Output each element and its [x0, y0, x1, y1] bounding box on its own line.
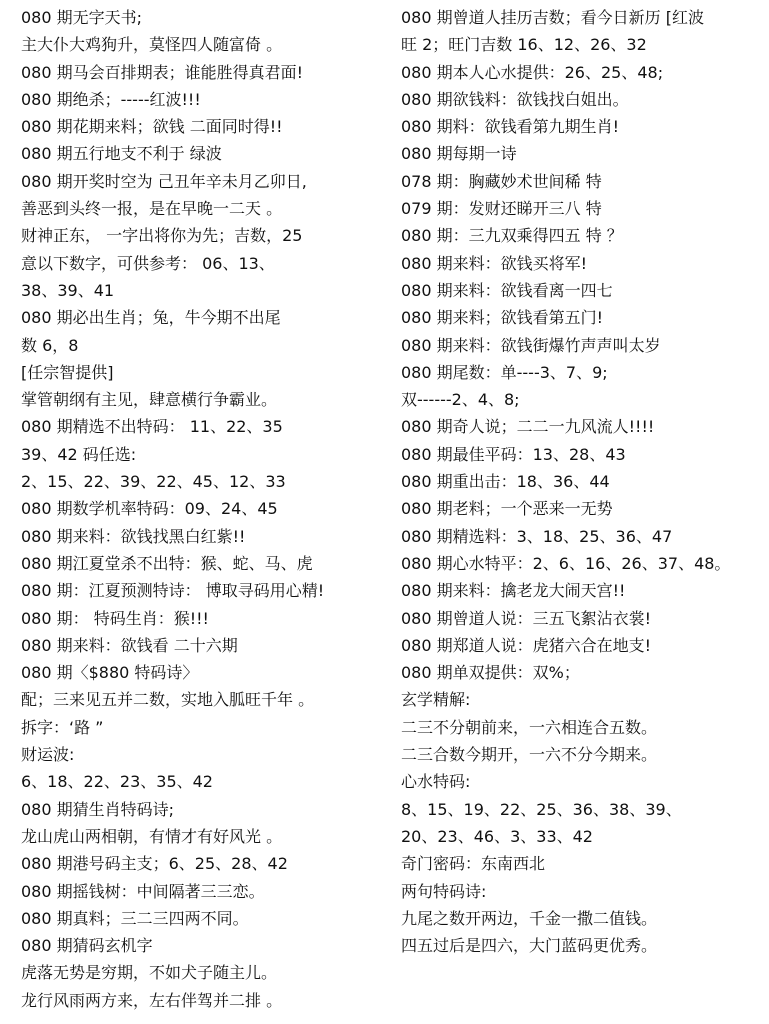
left-text-column	[21, 4, 393, 1014]
left-line-8: 善恶到头终一报，是在早晚一二天 。	[21, 199, 283, 219]
right-line-29: 心水特码:	[401, 772, 471, 792]
right-line-5: 080 期料：欲钱看第九期生肖!	[401, 117, 620, 137]
left-line-34: 080 期真料；三二三四两不同。	[21, 908, 249, 928]
left-line-1: 080 期无字天书;	[21, 8, 143, 27]
left-line-9: 财神正东， 一字出将你为先；吉数，25	[21, 226, 303, 246]
right-line-19: 080 期老料；一个恶来一无势	[401, 499, 613, 519]
left-line-28: 财运波:	[21, 745, 75, 765]
right-line-22: 080 期来料：擒老龙大闹天宫!!	[401, 581, 626, 601]
right-line-23: 080 期曾道人说：三五飞絮沾衣裳!	[401, 608, 652, 628]
left-line-12: 080 期必出生肖；兔，牛今期不出尾	[21, 308, 281, 328]
left-line-22: 080 期：江夏预测特诗： 博取寻码用心精!	[21, 581, 325, 601]
left-line-31: 龙山虎山两相朝，有情才有好风光 。	[21, 826, 283, 846]
right-text-column	[401, 4, 765, 959]
right-line-8: 079 期：发财还睇开三八 特	[401, 199, 602, 219]
right-line-17: 080 期最佳平码：13、28、43	[401, 444, 626, 464]
left-line-25: 080 期〈$880 特码诗〉	[21, 663, 199, 683]
right-line-33: 两句特码诗:	[401, 881, 487, 901]
left-line-2: 主大仆大鸡狗升，莫怪四人随富倚 。	[21, 35, 283, 55]
left-line-32: 080 期港号码主支；6、25、28、42	[21, 854, 288, 874]
left-line-14: [任宗智提供]	[21, 362, 114, 382]
right-line-21: 080 期心水特平：2、6、16、26、37、48。	[401, 553, 731, 573]
right-line-3: 080 期本人心水提供：26、25、48;	[401, 62, 664, 82]
right-line-24: 080 期郑道人说：虎猪六合在地支!	[401, 635, 652, 655]
left-line-10: 意以下数字，可供参考： 06、13、	[21, 253, 275, 273]
left-line-6: 080 期五行地支不利于 绿波	[21, 144, 222, 164]
left-line-20: 080 期来料：欲钱找黑白红紫!!	[21, 526, 246, 546]
right-line-27: 二三不分朝前来，一六相连合五数。	[401, 717, 658, 737]
right-line-10: 080 期来料：欲钱买将军!	[401, 253, 588, 273]
right-line-12: 080 期来料；欲钱看第五门!	[401, 308, 604, 328]
right-line-15: 双------2、4、8;	[401, 390, 520, 410]
right-line-25: 080 期单双提供：双%；	[401, 663, 580, 683]
left-line-21: 080 期江夏堂杀不出特：猴、蛇、马、虎	[21, 553, 313, 573]
right-line-31: 20、23、46、3、33、42	[401, 826, 593, 846]
right-line-9: 080 期：三九双乘得四五 特 ？	[401, 226, 623, 246]
left-line-19: 080 期数学机率特码：09、24、45	[21, 499, 278, 519]
right-line-6: 080 期每期一诗	[401, 144, 517, 164]
right-line-20: 080 期精选料：3、18、25、36、47	[401, 526, 673, 546]
right-line-28: 二三合数今期开，一六不分今期来。	[401, 745, 658, 765]
left-line-18: 2、15、22、39、22、45、12、33	[21, 472, 286, 492]
left-line-17: 39、42 码任选:	[21, 444, 137, 464]
right-line-1: 080 期曾道人挂历吉数；看今日新历 [红波	[401, 8, 704, 27]
left-line-5: 080 期花期来料；欲钱 二面同时得!!	[21, 117, 283, 137]
right-line-18: 080 期重出击：18、36、44	[401, 472, 610, 492]
left-line-33: 080 期摇钱树：中间隔著三三恋。	[21, 881, 265, 901]
left-line-7: 080 期开奖时空为 己丑年辛未月乙卯日,	[21, 171, 307, 191]
right-line-4: 080 期欲钱料：欲钱找白姐出。	[401, 89, 629, 109]
right-line-16: 080 期奇人说；二二一九风流人!!!!	[401, 417, 655, 437]
left-line-37: 龙行风雨两方来，左右伴驾并二排 。	[21, 990, 283, 1010]
right-line-11: 080 期来料：欲钱看离一四七	[401, 280, 613, 300]
left-line-15: 掌管朝纲有主见，肆意横行争霸业。	[21, 390, 278, 410]
left-line-24: 080 期来料：欲钱看 二十六期	[21, 635, 238, 655]
left-line-36: 虎落无势是穷期，不如犬子随主儿。	[21, 963, 278, 983]
left-line-3: 080 期马会百排期表；谁能胜得真君面!	[21, 62, 304, 82]
left-line-16: 080 期精选不出特码： 11、22、35	[21, 417, 283, 437]
left-line-29: 6、18、22、23、35、42	[21, 772, 213, 792]
left-line-11: 38、39、41	[21, 280, 115, 300]
right-line-7: 078 期：胸藏妙术世间稀 特	[401, 171, 602, 191]
right-line-2: 旺 2；旺门吉数 16、12、26、32	[401, 35, 647, 55]
right-line-34: 九尾之数开两边，千金一撒二值钱。	[401, 908, 658, 928]
right-line-13: 080 期来料：欲钱街爆竹声声叫太岁	[401, 335, 661, 355]
left-line-13: 数 6，8	[21, 335, 79, 355]
left-line-23: 080 期： 特码生肖：猴!!!	[21, 608, 209, 628]
left-line-27: 拆字：‘路 ”	[21, 717, 104, 737]
left-line-4: 080 期绝杀；-----红波!!!	[21, 89, 201, 109]
left-line-35: 080 期猜码玄机字	[21, 936, 153, 956]
left-line-30: 080 期猜生肖特码诗;	[21, 799, 175, 819]
right-line-14: 080 期尾数：单----3、7、9;	[401, 362, 608, 382]
left-line-26: 配；三来见五并二数，实地入胍旺千年 。	[21, 690, 315, 710]
right-line-30: 8、15、19、22、25、36、38、39、	[401, 799, 682, 819]
right-line-26: 玄学精解:	[401, 690, 471, 710]
right-line-35: 四五过后是四六，大门蓝码更优秀。	[401, 936, 658, 956]
right-line-32: 奇门密码：东南西北	[401, 854, 546, 874]
